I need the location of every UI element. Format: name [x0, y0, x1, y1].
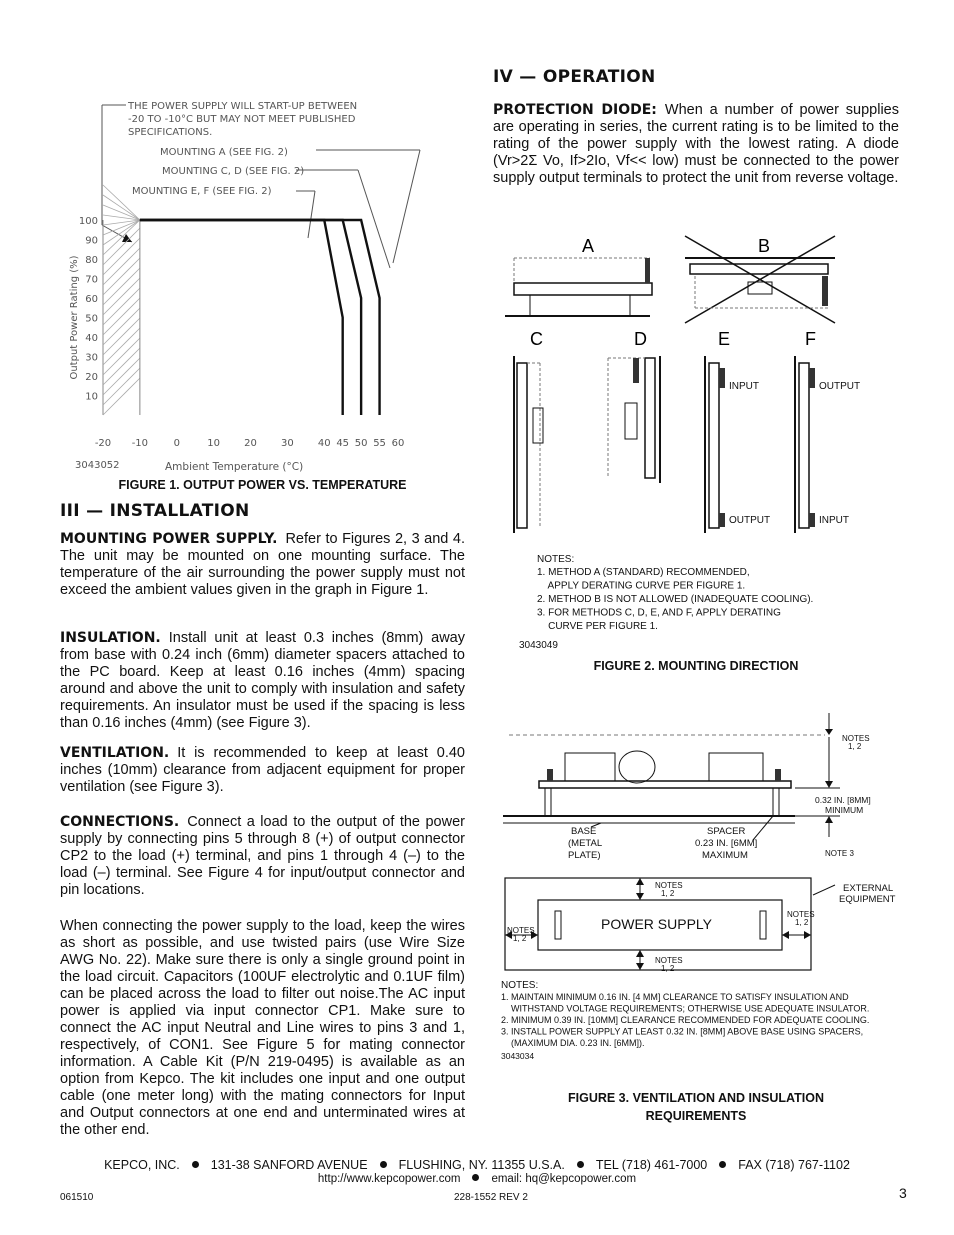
hatch-line	[103, 248, 140, 285]
figure1-caption: FIGURE 1. OUTPUT POWER VS. TEMPERATURE	[118, 478, 407, 492]
installation-heading: III — INSTALLATION	[60, 501, 250, 521]
fig2-notes-title: NOTES:	[537, 554, 575, 565]
fig1-mount-ef-label: MOUNTING E, F (SEE FIG. 2)	[132, 186, 272, 197]
y-tick-label: 30	[85, 352, 98, 364]
ventilation-title: VENTILATION.	[60, 745, 170, 761]
hatch-line	[103, 298, 140, 335]
fig3-base-1: BASE	[571, 826, 597, 837]
footer-address: 131-38 SANFORD AVENUE	[210, 1158, 368, 1172]
mounting-title: MOUNTING POWER SUPPLY.	[60, 531, 278, 547]
fig2-note-line: 3. FOR METHODS C, D, E, AND F, APPLY DERATING	[537, 607, 781, 619]
x-axis-label: Ambient Temperature (°C)	[165, 461, 304, 473]
x-tick-label: -10	[131, 438, 149, 449]
footer-doc-no: 228-1552 REV 2	[454, 1192, 528, 1203]
y-tick-label: 100	[78, 216, 98, 227]
hatch-line	[103, 318, 140, 355]
fig2-label-d: D	[634, 329, 647, 349]
y-axis-label: Output Power Rating (%)	[69, 255, 80, 380]
hatch-line	[103, 358, 140, 395]
hatch-line	[103, 238, 140, 275]
y-tick-label: 40	[85, 333, 98, 344]
fig1-annotation-line: -20 TO -10°C BUT MAY NOT MEET PUBLISHED	[128, 114, 356, 125]
insulation-title: INSULATION.	[60, 630, 161, 646]
fig3-note-line: (MAXIMUM DIA. 0.23 IN. [6MM]).	[501, 1038, 645, 1048]
x-tick-label: 40	[317, 438, 331, 449]
hatch-line	[103, 220, 140, 255]
hatch-line	[103, 338, 140, 375]
figure3-diagram	[495, 705, 905, 1065]
fig3-note3: NOTE 3	[825, 849, 854, 858]
footer-fax: FAX (718) 767-1102	[738, 1158, 850, 1172]
fig3-notes-num: 1, 2	[848, 742, 862, 751]
x-tick-label: 0	[173, 438, 180, 449]
y-tick-label: 50	[85, 313, 98, 325]
fig2-label-b: B	[758, 236, 771, 256]
fig3-note-line: 1. MAINTAIN MINIMUM 0.16 IN. [4 MM] CLEARANCE TO SATISFY INSULATION AND	[501, 992, 849, 1002]
figure2-caption: FIGURE 2. MOUNTING DIRECTION	[593, 659, 799, 673]
fig2-input-f: INPUT	[819, 515, 849, 526]
footer-date-code: 061510	[60, 1192, 94, 1203]
footer-web-line	[0, 1173, 954, 1185]
footer-web[interactable]: http://www.kepcopower.com	[317, 1173, 461, 1185]
bullet-icon	[577, 1161, 584, 1168]
operation-heading: IV — OPERATION	[493, 67, 656, 87]
fig3-power-supply: POWER SUPPLY	[601, 916, 712, 932]
fig3-right-notes: NOTES	[787, 910, 815, 919]
connections-text: Connect a load to the output of the power supply by connecting pins 5 through 8 (+) of output connector CP2 to the load (+) terminal, and pins 1 through 4 (–) to the load (–) terminal. See Figure 4 for input/output connector and pin locations.	[60, 814, 465, 898]
page-number: 3	[899, 1185, 907, 1201]
fig3-min-clear-1: 0.32 IN. [8MM]	[815, 795, 871, 805]
fig1-mount-cd-label: MOUNTING C, D (SEE FIG. 2)	[162, 166, 305, 177]
fig1-annotation-line: THE POWER SUPPLY WILL START-UP BETWEEN	[128, 101, 358, 112]
insulation-text: Install unit at least 0.3 inches (8mm) away from base with 0.24 inch (6mm) diameter spacers attached to the PC board. Keep at least 0.16 inches (4mm) spacing around and above the unit to comply with insulation and safety requirements. An insulator must be used if the spacing is less than 0.16 inches (4mm) (see Figure 3).	[60, 630, 465, 731]
fig3-spacer-3: MAXIMUM	[702, 850, 748, 861]
fig2-output-f: OUTPUT	[819, 381, 861, 392]
fig3-notes-label: NOTES	[842, 734, 870, 743]
x-tick-label: 60	[391, 438, 405, 449]
fig3-note-line: 3. INSTALL POWER SUPPLY AT LEAST 0.32 IN. [8MM] ABOVE BASE USING SPACERS,	[501, 1026, 864, 1037]
bullet-icon	[380, 1161, 387, 1168]
mounting-text: Refer to Figures 2, 3 and 4. The unit may be mounted on one mounting surface. The temperature of the air surrounding the power supply must not exceed the ambient values given in the graph in Figure 1.	[60, 531, 466, 598]
connections-paragraph-2: When connecting the power supply to the load, keep the wires as short as possible, and use twisted pairs (use Wire Size AWG No. 22). Make sure there is only a single ground point in the load circuit. Capacitors (100UF electrolytic and 0.1UF film) can be placed across the load to filter out noise.The AC input power is applied via input connector CP1. Make sure to connect the AC input Neutral and Line wires to pins 3 and 1, respectively, of CON1. See Figure 5 for mating connector information. A Cable Kit (P/N 219-0495) is available as an option from Kepco. The kit includes one input and one output cable (one meter long) with the mating connectors for Input and Output connectors at one end and unterminated wires at the other end.	[60, 918, 465, 1138]
fig2-note-line: 2. METHOD B IS NOT ALLOWED (INADEQUATE COOLING).	[537, 594, 814, 605]
fig3-spacer-1: SPACER	[707, 826, 746, 837]
fig2-note-line: CURVE PER FIGURE 1.	[537, 621, 658, 632]
fig3-note-line: 2. MINIMUM 0.39 IN. [10MM] CLEARANCE RECOMMENDED FOR ADEQUATE COOLING.	[501, 1015, 870, 1025]
figure3-caption-1: FIGURE 3. VENTILATION AND INSULATION	[567, 1091, 825, 1105]
series-line-2	[140, 220, 361, 415]
footer-tel: TEL (718) 461-7000	[595, 1158, 708, 1172]
fig3-external-2: EQUIPMENT	[839, 894, 896, 905]
fig2-output-e: OUTPUT	[729, 515, 771, 526]
mounting-paragraph	[60, 531, 465, 599]
series-line-3	[140, 220, 343, 415]
fig3-base-2: (METAL	[568, 838, 603, 849]
fig1-mount-a-label: MOUNTING A (SEE FIG. 2)	[160, 147, 288, 158]
fig3-notes-title: NOTES:	[501, 980, 539, 991]
hatch-line	[103, 328, 140, 365]
x-tick-label: 10	[207, 438, 220, 449]
y-tick-label: 70	[85, 274, 98, 286]
fig3-spacer-2: 0.23 IN. [6MM]	[695, 838, 758, 849]
insulation-paragraph	[60, 630, 465, 732]
protection-title: PROTECTION DIODE:	[493, 102, 657, 118]
hatch-line	[103, 348, 140, 385]
ventilation-paragraph	[60, 745, 465, 796]
fig3-right-notes-num: 1, 2	[795, 918, 809, 927]
hatch-line	[103, 258, 140, 295]
fig2-note-line: 1. METHOD A (STANDARD) RECOMMENDED,	[537, 567, 750, 578]
figure1-chart	[60, 90, 480, 480]
hatch-line	[103, 288, 140, 325]
y-tick-label: 60	[85, 294, 98, 305]
fig3-external-1: EXTERNAL	[843, 883, 894, 894]
hatch-line	[103, 228, 140, 265]
fig3-top-notes: NOTES	[655, 881, 683, 890]
fig1-annotation-line: SPECIFICATIONS.	[128, 127, 213, 138]
fig3-note-line: WITHSTAND VOLTAGE REQUIREMENTS; OTHERWISE USE ADEQUATE INSULATOR.	[501, 1003, 870, 1014]
x-tick-label: -20	[94, 438, 112, 449]
fig3-top-notes-num: 1, 2	[661, 889, 675, 898]
x-tick-label: 30	[281, 438, 294, 449]
connections-title: CONNECTIONS.	[60, 814, 180, 830]
x-tick-label: 50	[354, 438, 368, 449]
y-tick-label: 10	[85, 391, 98, 403]
bullet-icon	[719, 1161, 726, 1168]
fig2-label-a: A	[582, 236, 595, 256]
hatch-line	[103, 268, 140, 305]
bullet-icon	[472, 1174, 479, 1181]
x-tick-label: 45	[336, 438, 350, 449]
fig2-input-e: INPUT	[729, 381, 759, 392]
hatch-line	[103, 368, 140, 405]
hatch-line	[103, 278, 140, 315]
bullet-icon	[192, 1161, 199, 1168]
fig2-label-f: F	[805, 329, 816, 349]
fig1-drawing-no: 3043052	[75, 460, 120, 471]
y-tick-label: 90	[85, 235, 98, 247]
hatch-line	[103, 378, 140, 415]
fig3-bottom-notes-num: 1, 2	[661, 964, 675, 973]
fig3-left-notes: NOTES	[507, 926, 535, 935]
fig2-label-e: E	[718, 329, 731, 349]
protection-paragraph	[493, 102, 899, 187]
fig3-min-clear-2: MINIMUM	[825, 805, 864, 815]
ventilation-text: It is recommended to keep at least 0.40 inches (10mm) clearance from adjacent equipment for proper ventilation (see Figure 3).	[60, 745, 465, 795]
connections-paragraph	[60, 814, 465, 899]
protection-text: When a number of power supplies are operating in series, the current rating is to be limited to the rating of the power supply with the lowest rating. A diode (Vr>2Σ Vo, If>2Io, Vf<< low) must be connected to the power supply output terminals to protect the unit from reverse voltage.	[493, 102, 899, 186]
footer-address-line	[0, 1158, 954, 1172]
fig3-left-notes-num: 1, 2	[513, 934, 527, 943]
y-tick-label: 80	[85, 255, 98, 266]
fig3-base-3: PLATE)	[568, 850, 601, 861]
fig2-drawing-no: 3043049	[519, 640, 558, 651]
fig2-note-line: APPLY DERATING CURVE PER FIGURE 1.	[537, 580, 746, 592]
figure2-diagram	[500, 228, 900, 658]
y-tick-label: 20	[85, 372, 98, 383]
figure3-caption-2: REQUIREMENTS	[645, 1109, 747, 1123]
x-tick-label: 20	[244, 438, 257, 449]
fig3-bottom-notes: NOTES	[655, 956, 683, 965]
x-tick-label: 55	[373, 438, 386, 449]
fig2-label-c: C	[530, 329, 543, 349]
footer-company: KEPCO, INC.	[104, 1158, 180, 1172]
fig3-drawing-no: 3043034	[501, 1051, 535, 1061]
footer-email[interactable]: email: hq@kepcopower.com	[491, 1173, 637, 1185]
hatch-line	[103, 308, 140, 345]
footer-city: FLUSHING, NY. 11355 U.S.A.	[398, 1158, 565, 1172]
